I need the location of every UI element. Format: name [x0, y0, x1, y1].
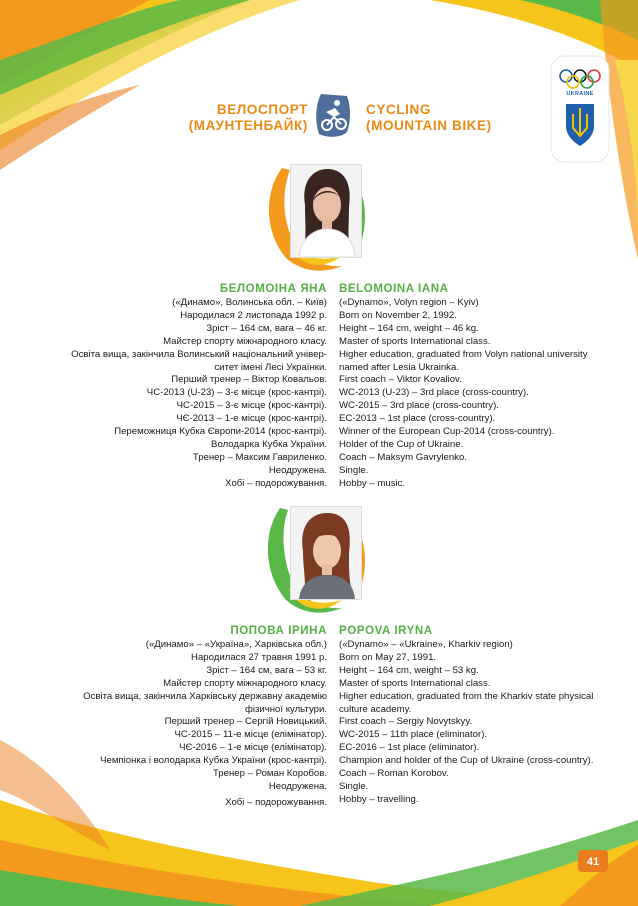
bio-line: Born on November 2, 1992. [339, 309, 457, 321]
athlete-photo [290, 506, 362, 600]
athlete-photo-frame [262, 504, 372, 614]
bio-line: ЧЄ-2016 – 1-е місце (елімінатор). [179, 742, 327, 754]
athlete-name-en: POPOVA IRYNA [339, 625, 433, 637]
sport-title-uk-line2: (МАУНТЕНБАЙК) [188, 118, 308, 133]
bio-line: («Динамо», Волинська обл. – Київ) [172, 297, 327, 308]
sport-title-uk-line1: ВЕЛОСПОРТ [216, 102, 308, 117]
portrait-image [291, 165, 361, 257]
bio-line: Height – 164 cm, weight – 46 kg. [339, 322, 479, 334]
bio-line: Освіта вища, закінчила Харківську державну академію [83, 690, 327, 702]
bio-line: Single. [339, 464, 369, 476]
sport-title-en-line2: (MOUNTAIN BIKE) [366, 118, 492, 133]
bio-line: Height – 164 cm, weight – 53 kg. [339, 664, 479, 676]
bio-line: Чемпіонка і володарка Кубка України (крос-кантрі). [100, 755, 327, 767]
bio-line: Higher education, graduated from Volyn national university [339, 348, 588, 360]
bio-line: Master of sports International class. [339, 677, 491, 689]
athlete-name-uk: БЕЛОМОІНА ЯНА [219, 283, 327, 295]
bio-line: ЧС-2015 – 11-е місце (елімінатор). [174, 729, 327, 741]
bio-line: Зріст – 164 см, вага – 46 кг. [206, 322, 327, 334]
emblem-label: UKRAINE [566, 91, 594, 97]
bio-line: Неодружена. [268, 780, 327, 792]
bio-line: named after Lesia Ukrainka. [339, 361, 459, 373]
bio-line: Champion and holder of the Cup of Ukraine (cross-country). [339, 755, 594, 767]
bio-line: culture academy. [339, 703, 412, 715]
athlete-photo [290, 164, 362, 258]
bio-line: Master of sports International class. [339, 335, 491, 347]
athlete-photo-frame [262, 162, 372, 272]
bio-line: («Dynamo», Volyn region – Kyiv) [339, 297, 479, 308]
page-number: 41 [586, 856, 600, 868]
athlete-bio-uk [7, 297, 327, 491]
bio-line: («Dynamo» – «Ukraine», Kharkiv region) [339, 639, 513, 650]
bio-line: Hobby – music. [339, 477, 406, 489]
bio-line: Майстер спорту міжнародного класу. [163, 335, 327, 347]
cyclist-icon [313, 92, 353, 138]
bio-line: WC-2013 (U-23) – 3rd place (cross-country). [339, 387, 529, 399]
bio-line: Хобі – подорожування. [225, 796, 327, 808]
bio-line: Неодружена. [268, 464, 327, 476]
olympic-committee-emblem [556, 62, 604, 158]
bio-line: Тренер – Роман Коробов. [212, 768, 327, 780]
bio-line: Перший тренер – Віктор Ковальов. [171, 374, 327, 386]
bio-line: Winner of the European Cup-2014 (cross-country). [339, 426, 555, 438]
bio-line: Народилася 27 травня 1991 р. [191, 651, 327, 663]
bio-line: Born on May 27, 1991. [339, 651, 437, 663]
bio-line: EC-2016 – 1st place (eliminator). [339, 742, 480, 754]
bio-line: («Динамо» – «Україна», Харківська обл.) [145, 639, 327, 650]
bio-line: Hobby – travelling. [339, 793, 419, 805]
bio-line: Holder of the Cup of Ukraine. [339, 438, 464, 450]
bio-line: Coach – Roman Korobov. [339, 768, 449, 780]
athlete-name-uk: ПОПОВА ІРИНА [230, 625, 327, 637]
bio-line: Coach – Maksym Gavrylenko. [339, 451, 467, 463]
bio-line: First coach – Viktor Kovaliov. [339, 374, 462, 386]
bio-line: ЧЄ-2013 – 1-е місце (крос-кантрі). [176, 413, 327, 425]
bio-line: ЧС-2015 – 3-є місце (крос-кантрі). [176, 400, 327, 412]
bio-line: Майстер спорту міжнародного класу. [163, 677, 327, 689]
bio-line: EC-2013 – 1st place (cross-country). [339, 413, 496, 425]
bio-line: WC-2015 – 3rd place (cross-country). [339, 400, 499, 412]
athlete-name-en: BELOMOINA IANA [339, 283, 449, 295]
athlete-bio-en [339, 639, 629, 807]
bio-line: Хобі – подорожування. [225, 477, 327, 489]
athlete-bio-en [339, 297, 629, 491]
sport-title-uk [189, 102, 308, 134]
bio-line: Перший тренер – Сергій Новицький. [164, 716, 327, 728]
bio-line: ЧС-2013 (U-23) – 3-є місце (крос-кантрі). [146, 387, 327, 399]
bio-line: Зріст – 164 см, вага – 53 кг. [206, 664, 327, 676]
bio-line: Народилася 2 листопада 1992 р. [180, 309, 327, 321]
bio-line: Тренер – Максим Гавриленко. [192, 451, 327, 463]
bio-line: Переможниця Кубка Європи-2014 (крос-кантрі). [114, 426, 327, 438]
bio-line: Higher education, graduated from the Kharkiv state physical [339, 690, 594, 702]
athlete-bio-uk [7, 639, 327, 810]
bio-line: ситет імені Лесі Українки. [214, 361, 327, 373]
sport-title-en-line1: CYCLING [366, 102, 431, 117]
bio-line: Володарка Кубка України. [211, 438, 327, 450]
olympic-rings-icon [556, 62, 604, 158]
sport-title-en [366, 102, 492, 134]
bio-line: First coach – Sergiy Novytskyy. [339, 716, 473, 728]
portrait-image [291, 507, 361, 599]
bio-line: фізичної культури. [244, 703, 327, 715]
bio-line: Single. [339, 780, 369, 792]
bio-line: Освіта вища, закінчила Волинський національний універ- [71, 348, 327, 360]
bio-line: WC-2015 – 11th place (eliminator). [339, 729, 488, 741]
